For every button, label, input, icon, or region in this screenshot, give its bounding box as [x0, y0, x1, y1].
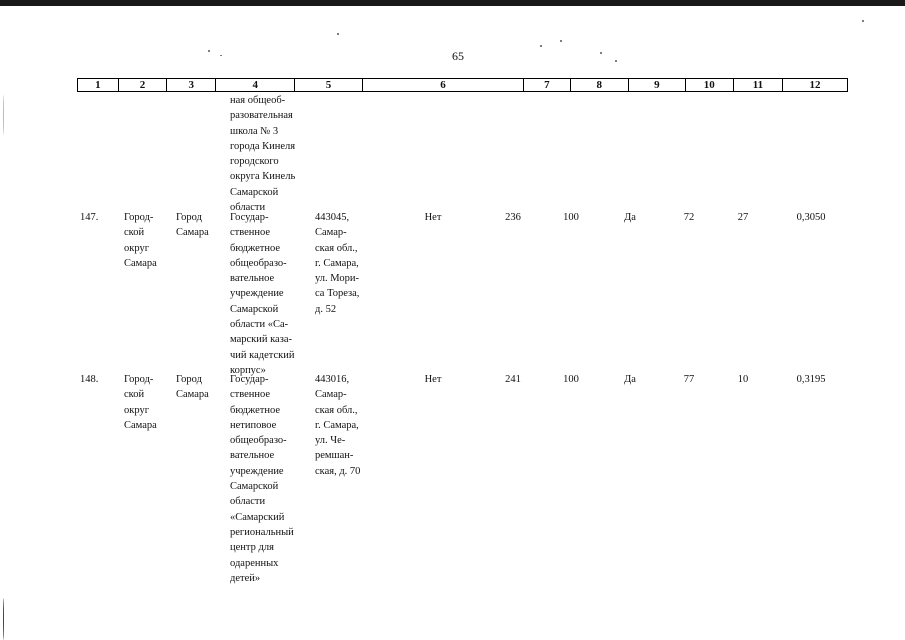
col6-cell: Нет	[424, 212, 442, 223]
institution-name-cell: Государ- ственное бюджетное нетиповое общеобразо- вательное учреждение Самарской области «Самарский региональный центр для одаренных детей»	[230, 374, 294, 584]
header-cell: 9	[629, 79, 686, 91]
col8-cell: 100	[563, 374, 579, 385]
scan-speck	[615, 60, 617, 62]
scan-speck	[337, 33, 339, 35]
continuation-institution-name: ная общеоб- разовательная школа № 3 города Кинеля городского округа Кинель Самарской области	[230, 95, 296, 214]
col11-cell: 27	[737, 212, 749, 223]
district-cell: Город- ской округ Самара	[124, 212, 157, 269]
header-cell: 4	[216, 79, 295, 91]
header-cell: 7	[524, 79, 570, 91]
col10-cell: 72	[683, 212, 695, 223]
scan-speck	[862, 20, 864, 22]
col12-cell: 0,3050	[796, 212, 826, 223]
col12-cell: 0,3195	[796, 374, 826, 385]
col9-cell: Да	[624, 212, 636, 223]
col10-cell: 77	[683, 374, 695, 385]
page-number: 65	[452, 49, 464, 63]
header-cell: 2	[119, 79, 167, 91]
col8-cell: 100	[563, 212, 579, 223]
city-cell: Город Самара	[176, 374, 209, 401]
col6-cell: Нет	[424, 374, 442, 385]
scan-speck	[600, 52, 602, 54]
scan-edge-mark	[3, 598, 4, 640]
address-cell: 443045, Самар- ская обл., г. Самара, ул. Мори- са Тореза, д. 52	[315, 212, 360, 315]
col11-cell: 10	[737, 374, 749, 385]
row-number: 148.	[80, 374, 99, 385]
header-cell: 5	[295, 79, 363, 91]
header-cell: 8	[571, 79, 629, 91]
header-cell: 10	[686, 79, 734, 91]
scan-top-edge	[0, 0, 905, 6]
header-cell: 6	[363, 79, 524, 91]
table-header-row	[77, 78, 848, 92]
header-cell: 11	[734, 79, 783, 91]
district-cell: Город- ской округ Самара	[124, 374, 157, 431]
institution-name-cell: Государ- ственное бюджетное общеобразо- вательное учреждение Самарской области «Са- марский каза- чий кадетский корпус»	[230, 212, 295, 376]
header-cell: 3	[167, 79, 216, 91]
city-cell: Город Самара	[176, 212, 209, 239]
col9-cell: Да	[624, 374, 636, 385]
address-cell: 443016, Самар- ская обл., г. Самара, ул. Че- ремшан- ская, д. 70	[315, 374, 361, 477]
header-cell: 12	[809, 79, 821, 91]
header-cell: 1	[78, 79, 119, 91]
scan-speck	[560, 40, 562, 42]
scan-speck	[220, 55, 222, 56]
scan-edge-mark	[3, 95, 4, 135]
row-number: 147.	[80, 212, 99, 223]
col7-cell: 236	[505, 212, 521, 223]
col7-cell: 241	[505, 374, 521, 385]
scan-speck	[540, 45, 542, 47]
scan-speck	[208, 50, 210, 52]
